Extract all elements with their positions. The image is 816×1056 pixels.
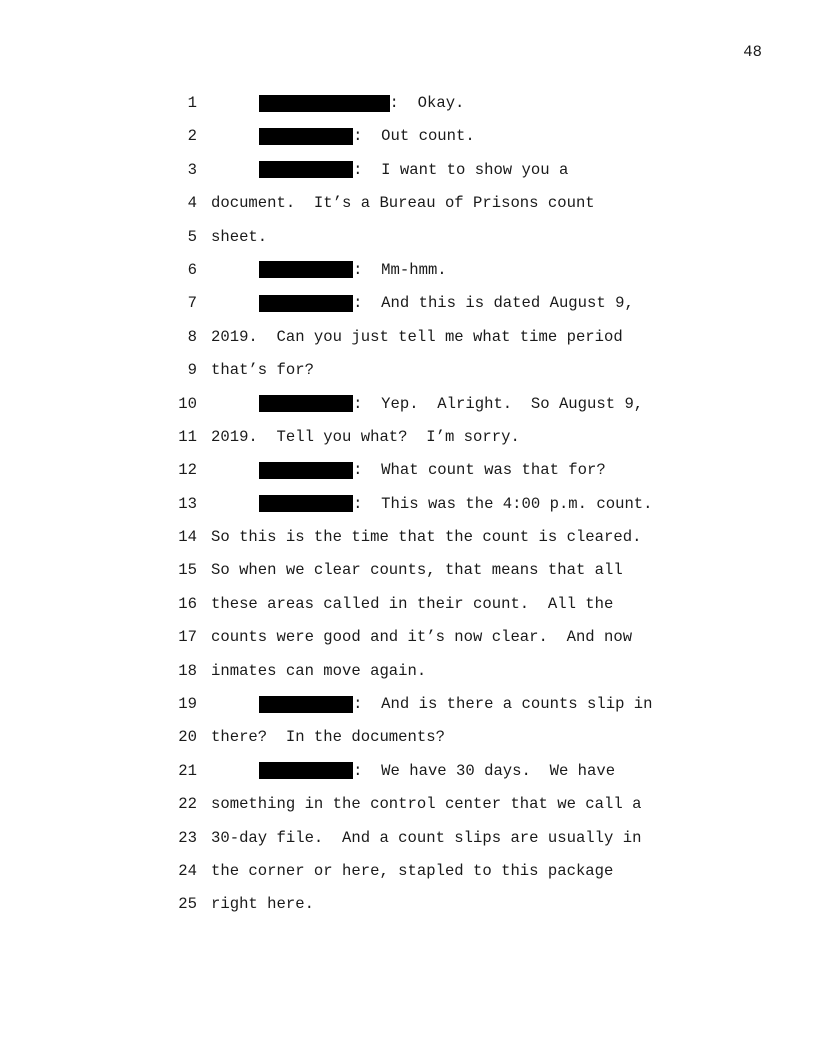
speaker-turn [259, 460, 606, 480]
line-number: 20 [178, 728, 197, 747]
transcript-line [0, 293, 816, 326]
speaker-name-redaction [259, 161, 353, 178]
continuation-text: document. It’s a Bureau of Prisons count [211, 194, 595, 213]
speaker-name-redaction [259, 495, 353, 512]
speaker-utterance: : Mm-hmm. [353, 260, 447, 279]
speaker-name-redaction [259, 128, 353, 145]
speaker-turn [259, 93, 464, 113]
line-number: 8 [187, 327, 197, 346]
continuation-text: the corner or here, stapled to this package [211, 861, 614, 880]
speaker-name-redaction [259, 462, 353, 479]
speaker-utterance: : What count was that for? [353, 461, 606, 480]
transcript-line [0, 394, 816, 427]
continuation-text: So when we clear counts, that means that all [211, 561, 623, 580]
transcript-line [0, 661, 816, 694]
continuation-text: these areas called in their count. All the [211, 594, 614, 613]
transcript-line [0, 694, 816, 727]
page-number: 48 [743, 43, 762, 61]
line-number: 13 [178, 494, 197, 513]
speaker-utterance: : This was the 4:00 p.m. count. [353, 494, 653, 513]
line-number: 5 [187, 227, 197, 246]
speaker-turn [259, 694, 653, 714]
line-number: 21 [178, 761, 197, 780]
transcript-line [0, 894, 816, 927]
transcript-line [0, 93, 816, 126]
transcript-line [0, 227, 816, 260]
continuation-text: counts were good and it’s now clear. And now [211, 628, 633, 647]
line-number: 11 [178, 427, 197, 446]
transcript-line [0, 427, 816, 460]
speaker-turn [259, 494, 653, 514]
line-number: 15 [178, 561, 197, 580]
line-number: 24 [178, 861, 197, 880]
continuation-text: inmates can move again. [211, 661, 427, 680]
speaker-utterance: : Okay. [389, 94, 465, 112]
line-number: 25 [178, 895, 197, 914]
speaker-name-redaction [259, 261, 353, 278]
speaker-utterance: : We have 30 days. We have [353, 761, 616, 780]
continuation-text: 2019. Can you just tell me what time period [211, 327, 623, 346]
speaker-name-redaction [259, 762, 353, 779]
transcript-line [0, 861, 816, 894]
line-number: 10 [178, 394, 197, 413]
line-number: 14 [178, 528, 197, 547]
speaker-turn [259, 293, 634, 313]
continuation-text: 2019. Tell you what? I’m sorry. [211, 427, 520, 446]
transcript-body [0, 93, 816, 928]
transcript-line [0, 260, 816, 293]
line-number: 2 [187, 127, 197, 146]
speaker-utterance: : And this is dated August 9, [353, 294, 634, 313]
line-number: 18 [178, 661, 197, 680]
transcript-line [0, 594, 816, 627]
continuation-text: something in the control center that we call a [211, 795, 642, 814]
line-number: 16 [178, 594, 197, 613]
speaker-turn [259, 126, 475, 146]
speaker-utterance: : Out count. [353, 127, 475, 146]
speaker-utterance: : I want to show you a [353, 160, 569, 179]
line-number: 6 [187, 260, 197, 279]
transcript-line [0, 494, 816, 527]
continuation-text: that’s for? [211, 361, 314, 380]
line-number: 3 [187, 160, 197, 179]
speaker-name-redaction [259, 395, 353, 412]
transcript-line [0, 327, 816, 360]
line-number: 12 [178, 461, 197, 480]
transcript-line [0, 160, 816, 193]
speaker-turn [259, 260, 447, 280]
speaker-name-redaction [259, 95, 390, 112]
transcript-line [0, 560, 816, 593]
continuation-text: right here. [211, 895, 314, 914]
speaker-utterance: : Yep. Alright. So August 9, [353, 394, 644, 413]
transcript-line [0, 627, 816, 660]
speaker-name-redaction [259, 696, 353, 713]
line-number: 23 [178, 828, 197, 847]
line-number: 4 [187, 194, 197, 213]
transcript-line [0, 727, 816, 760]
line-number: 19 [178, 695, 197, 714]
speaker-utterance: : And is there a counts slip in [353, 695, 653, 714]
line-number: 9 [187, 361, 197, 380]
continuation-text: there? In the documents? [211, 728, 445, 747]
line-number: 22 [178, 795, 197, 814]
transcript-line [0, 761, 816, 794]
line-number: 7 [187, 294, 197, 313]
continuation-text: sheet. [211, 227, 268, 246]
transcript-line [0, 794, 816, 827]
continuation-text: So this is the time that the count is cleared. [211, 528, 642, 547]
line-number: 17 [178, 628, 197, 647]
speaker-turn [259, 394, 643, 414]
transcript-line [0, 460, 816, 493]
line-number: 1 [187, 94, 197, 112]
transcript-line [0, 527, 816, 560]
transcript-line [0, 126, 816, 159]
transcript-line [0, 828, 816, 861]
speaker-turn [259, 160, 568, 180]
transcript-line [0, 193, 816, 226]
transcript-line [0, 360, 816, 393]
speaker-name-redaction [259, 295, 353, 312]
speaker-turn [259, 761, 615, 781]
continuation-text: 30-day file. And a count slips are usually in [211, 828, 642, 847]
